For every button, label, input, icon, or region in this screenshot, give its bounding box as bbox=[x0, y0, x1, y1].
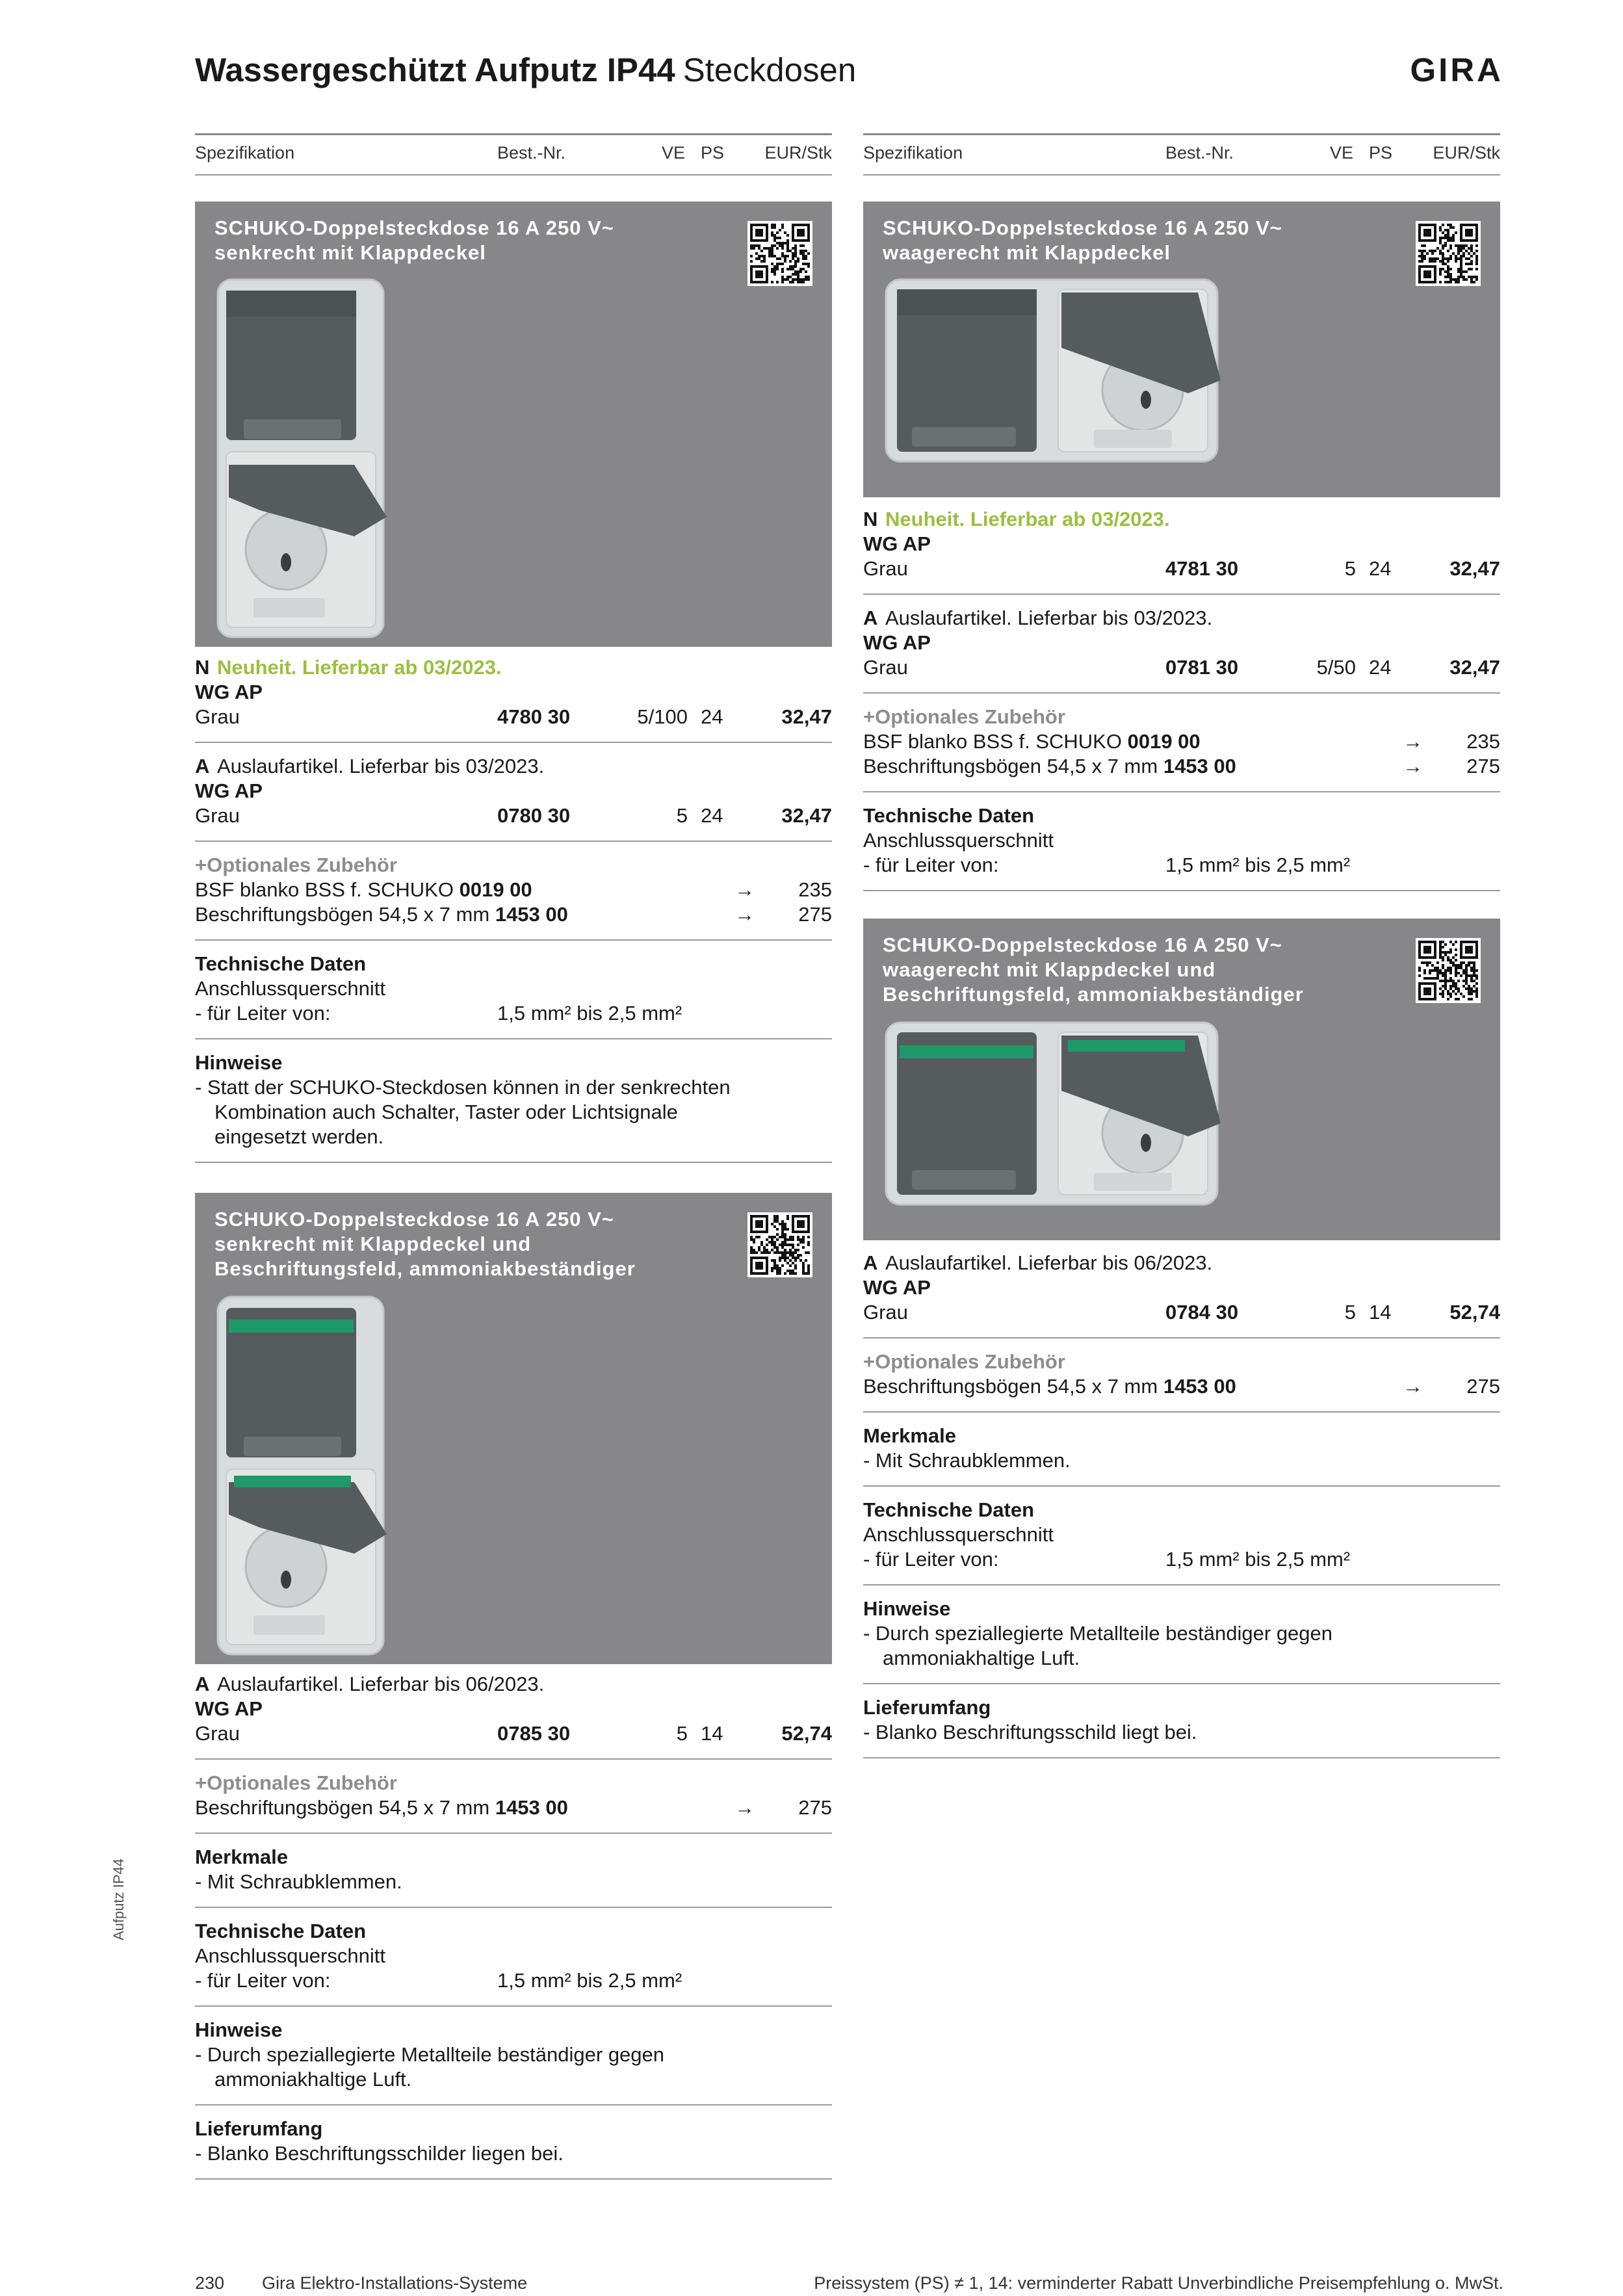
divider bbox=[195, 1162, 832, 1163]
tech-label: Anschlussquerschnitt bbox=[195, 1944, 385, 1967]
footer-price-note: Preissystem (PS) ≠ 1, 14: verminderter Rabatt Unverbindliche Preisempfehlung o. MwSt. bbox=[814, 2273, 1503, 2293]
card-title-line: senkrecht mit Klappdeckel bbox=[214, 241, 486, 264]
note-text: - Durch speziallegierte Metallteile beständiger gegen bbox=[195, 2043, 665, 2066]
arrow-right-icon: → bbox=[1403, 755, 1423, 777]
heading-text: +Optionales Zubehör bbox=[195, 854, 397, 876]
status-text: Auslaufartikel. Lieferbar bis 06/2023. bbox=[885, 1251, 1213, 1274]
card-title-line: senkrecht mit Klappdeckel und bbox=[214, 1233, 532, 1255]
heading-text: Merkmale bbox=[195, 1846, 289, 1868]
ve-value: 5 bbox=[1344, 557, 1356, 580]
ve-value: 5 bbox=[1344, 1301, 1356, 1324]
heading-text: Merkmale bbox=[863, 1424, 957, 1447]
arrow-right-icon: → bbox=[1403, 730, 1423, 753]
color-label: Grau bbox=[195, 705, 240, 728]
divider bbox=[863, 1485, 1500, 1487]
accessory-name: Beschriftungsbögen 54,5 x 7 mm bbox=[195, 903, 490, 926]
accessory-number: 1453 00 bbox=[495, 903, 568, 926]
heading-text: +Optionales Zubehör bbox=[863, 705, 1065, 728]
ve-value: 5/50 bbox=[1316, 656, 1356, 679]
status-marker: N bbox=[195, 656, 210, 679]
side-section-label: Aufputz IP44 bbox=[110, 1859, 127, 1940]
ps-value: 24 bbox=[1369, 656, 1392, 679]
order-number: 4781 30 bbox=[1165, 557, 1239, 580]
tech-value: 1,5 mm² bis 2,5 mm² bbox=[497, 1969, 682, 1992]
price-value: 32,47 bbox=[1449, 557, 1500, 580]
divider bbox=[195, 742, 832, 743]
vertical-socket-image bbox=[214, 276, 390, 640]
accessory-number: 1453 00 bbox=[1163, 1375, 1236, 1398]
price-value: 52,74 bbox=[781, 1722, 832, 1745]
arrow-right-icon: → bbox=[734, 903, 755, 926]
header-ps: PS bbox=[701, 143, 725, 163]
variant-text: WG AP bbox=[195, 681, 263, 703]
tech-label: Anschlussquerschnitt bbox=[863, 829, 1054, 852]
ve-value: 5 bbox=[676, 804, 688, 827]
accessory-name: Beschriftungsbögen 54,5 x 7 mm bbox=[863, 755, 1158, 777]
product-card-vertical bbox=[195, 202, 832, 647]
color-label: Grau bbox=[195, 1722, 240, 1745]
accessory-number: 1453 00 bbox=[1163, 755, 1236, 777]
accessory-price: 275 bbox=[1466, 755, 1500, 777]
tech-label: Anschlussquerschnitt bbox=[195, 977, 385, 1000]
heading-text: Lieferumfang bbox=[863, 1696, 991, 1719]
heading-text: Hinweise bbox=[863, 1597, 951, 1620]
status-marker: A bbox=[863, 1251, 878, 1274]
qr-code-icon[interactable] bbox=[747, 221, 812, 286]
horizontal-socket-labelled-image bbox=[883, 1019, 1221, 1208]
tech-value: 1,5 mm² bis 2,5 mm² bbox=[497, 1002, 682, 1024]
variant-text: WG AP bbox=[863, 1276, 931, 1299]
tech-label: - für Leiter von: bbox=[863, 854, 999, 876]
delivery-text: - Blanko Beschriftungsschilder liegen bei. bbox=[195, 2142, 564, 2165]
order-number: 0781 30 bbox=[1165, 656, 1239, 679]
ps-value: 14 bbox=[1369, 1301, 1392, 1324]
accessory-name: Beschriftungsbögen 54,5 x 7 mm bbox=[863, 1375, 1158, 1398]
card-title-line: Beschriftungsfeld, ammoniakbeständiger bbox=[214, 1257, 636, 1280]
heading-text: Hinweise bbox=[195, 1051, 283, 1074]
status-text: Neuheit. Lieferbar ab 03/2023. bbox=[885, 508, 1170, 530]
divider bbox=[863, 692, 1500, 694]
accessory-label bbox=[863, 754, 1236, 779]
price-value: 32,47 bbox=[1449, 656, 1500, 679]
color-label: Grau bbox=[863, 1301, 908, 1324]
card-title-line: waagerecht mit Klappdeckel bbox=[883, 241, 1171, 264]
arrow-right-icon: → bbox=[734, 1796, 755, 1819]
arrow-right-icon: → bbox=[1403, 1375, 1423, 1398]
accessory-price: 275 bbox=[798, 1796, 832, 1819]
accessory-label bbox=[863, 1374, 1236, 1399]
price-value: 32,47 bbox=[781, 705, 832, 728]
card-title-line: SCHUKO-Doppelsteckdose 16 A 250 V~ bbox=[214, 1208, 614, 1231]
card-title-line: Beschriftungsfeld, ammoniakbeständiger bbox=[883, 983, 1304, 1006]
note-text: ammoniakhaltige Luft. bbox=[883, 1647, 1080, 1669]
color-label: Grau bbox=[863, 656, 908, 679]
tech-label: - für Leiter von: bbox=[195, 1969, 331, 1992]
qr-code-icon[interactable] bbox=[1416, 938, 1481, 1003]
card-title-line: waagerecht mit Klappdeckel und bbox=[883, 958, 1216, 981]
header-price: EUR/Stk bbox=[1433, 143, 1500, 163]
arrow-right-icon: → bbox=[734, 878, 755, 901]
order-number: 0780 30 bbox=[497, 804, 571, 827]
order-number: 0785 30 bbox=[497, 1722, 571, 1745]
note-text: - Statt der SCHUKO-Steckdosen können in der senkrechten bbox=[195, 1076, 731, 1099]
page-title bbox=[195, 51, 856, 89]
page-title-sub: Steckdosen bbox=[682, 51, 857, 88]
feature-text: - Mit Schraubklemmen. bbox=[195, 1870, 402, 1893]
header-price: EUR/Stk bbox=[764, 143, 832, 163]
product-card-title bbox=[883, 933, 1304, 1007]
ve-value: 5/100 bbox=[637, 705, 688, 728]
price-value: 52,74 bbox=[1449, 1301, 1500, 1324]
order-number: 0784 30 bbox=[1165, 1301, 1239, 1324]
header-ve: VE bbox=[662, 143, 686, 163]
divider bbox=[863, 1683, 1500, 1684]
product-card-horizontal bbox=[863, 202, 1500, 497]
header-best-nr: Best.-Nr. bbox=[497, 143, 566, 163]
color-label: Grau bbox=[863, 557, 908, 580]
heading-text: +Optionales Zubehör bbox=[195, 1771, 397, 1794]
ve-value: 5 bbox=[676, 1722, 688, 1745]
color-label: Grau bbox=[195, 804, 240, 827]
divider bbox=[195, 1907, 832, 1908]
divider bbox=[863, 1337, 1500, 1338]
product-card-title bbox=[214, 1207, 636, 1281]
status-marker: A bbox=[863, 607, 878, 629]
accessory-label bbox=[195, 878, 532, 902]
divider bbox=[195, 1833, 832, 1834]
header-ps: PS bbox=[1369, 143, 1393, 163]
heading-text: +Optionales Zubehör bbox=[863, 1350, 1065, 1373]
feature-text: - Mit Schraubklemmen. bbox=[863, 1449, 1071, 1472]
accessory-number: 0019 00 bbox=[459, 878, 532, 901]
ps-value: 24 bbox=[701, 705, 723, 728]
divider bbox=[195, 2005, 832, 2007]
product-card-vertical-labelled bbox=[195, 1193, 832, 1664]
status-text: Auslaufartikel. Lieferbar bis 03/2023. bbox=[217, 755, 545, 777]
card-title-line: SCHUKO-Doppelsteckdose 16 A 250 V~ bbox=[883, 933, 1282, 956]
ps-value: 14 bbox=[701, 1722, 723, 1745]
ps-value: 24 bbox=[701, 804, 723, 827]
product-card-title bbox=[883, 216, 1282, 265]
accessory-label bbox=[863, 729, 1201, 754]
price-value: 32,47 bbox=[781, 804, 832, 827]
tech-value: 1,5 mm² bis 2,5 mm² bbox=[1165, 854, 1351, 876]
brand-logo: GIRA bbox=[1410, 51, 1503, 88]
divider bbox=[195, 2178, 832, 2180]
qr-code-icon[interactable] bbox=[747, 1212, 812, 1277]
ps-value: 24 bbox=[1369, 557, 1392, 580]
card-title-line: SCHUKO-Doppelsteckdose 16 A 250 V~ bbox=[214, 216, 614, 239]
variant-text: WG AP bbox=[863, 532, 931, 555]
accessory-number: 0019 00 bbox=[1127, 730, 1201, 753]
tech-value: 1,5 mm² bis 2,5 mm² bbox=[1165, 1548, 1351, 1571]
tech-label: Anschlussquerschnitt bbox=[863, 1523, 1054, 1546]
variant-text: WG AP bbox=[863, 631, 931, 654]
status-marker: N bbox=[863, 508, 878, 530]
header-best-nr: Best.-Nr. bbox=[1165, 143, 1234, 163]
divider bbox=[863, 1411, 1500, 1413]
accessory-name: BSF blanko BSS f. SCHUKO bbox=[195, 878, 454, 901]
page-title-main: Wassergeschützt Aufputz IP44 bbox=[195, 51, 675, 88]
accessory-price: 235 bbox=[1466, 730, 1500, 753]
status-text: Neuheit. Lieferbar ab 03/2023. bbox=[217, 656, 502, 679]
note-text: Kombination auch Schalter, Taster oder Lichtsignale bbox=[214, 1101, 678, 1123]
delivery-text: - Blanko Beschriftungsschild liegt bei. bbox=[863, 1721, 1197, 1743]
heading-text: Technische Daten bbox=[195, 952, 367, 975]
accessory-name: BSF blanko BSS f. SCHUKO bbox=[863, 730, 1122, 753]
table-header-left bbox=[195, 133, 832, 176]
note-text: eingesetzt werden. bbox=[214, 1125, 384, 1148]
heading-text: Technische Daten bbox=[195, 1920, 367, 1942]
divider bbox=[863, 1757, 1500, 1758]
accessory-price: 275 bbox=[798, 903, 832, 926]
header-spec: Spezifikation bbox=[863, 143, 963, 163]
qr-code-icon[interactable] bbox=[1416, 221, 1481, 286]
divider bbox=[863, 791, 1500, 792]
divider bbox=[195, 2104, 832, 2106]
accessory-name: Beschriftungsbögen 54,5 x 7 mm bbox=[195, 1796, 490, 1819]
status-marker: A bbox=[195, 755, 210, 777]
divider bbox=[195, 939, 832, 941]
heading-text: Technische Daten bbox=[863, 1498, 1035, 1521]
divider bbox=[863, 1584, 1500, 1585]
vertical-socket-labelled-image bbox=[214, 1294, 390, 1658]
status-text: Auslaufartikel. Lieferbar bis 06/2023. bbox=[217, 1673, 545, 1695]
status-marker: A bbox=[195, 1673, 210, 1695]
tech-label: - für Leiter von: bbox=[195, 1002, 331, 1024]
footer-company: Gira Elektro-Installations-Systeme bbox=[262, 2273, 528, 2293]
divider bbox=[195, 841, 832, 842]
variant-text: WG AP bbox=[195, 1697, 263, 1720]
accessory-label bbox=[195, 1795, 568, 1820]
header-ve: VE bbox=[1330, 143, 1354, 163]
heading-text: Hinweise bbox=[195, 2018, 283, 2041]
accessory-price: 235 bbox=[798, 878, 832, 901]
product-card-horizontal-labelled bbox=[863, 919, 1500, 1240]
note-text: ammoniakhaltige Luft. bbox=[214, 2068, 412, 2091]
divider bbox=[863, 890, 1500, 891]
divider bbox=[195, 1038, 832, 1039]
variant-text: WG AP bbox=[195, 779, 263, 802]
order-number: 4780 30 bbox=[497, 705, 571, 728]
status-text: Auslaufartikel. Lieferbar bis 03/2023. bbox=[885, 607, 1213, 629]
divider bbox=[195, 1758, 832, 1760]
accessory-number: 1453 00 bbox=[495, 1796, 568, 1819]
note-text: - Durch speziallegierte Metallteile beständiger gegen bbox=[863, 1622, 1333, 1645]
heading-text: Technische Daten bbox=[863, 804, 1035, 827]
page-number: 230 bbox=[195, 2273, 225, 2293]
table-header-right bbox=[863, 133, 1500, 176]
divider bbox=[863, 594, 1500, 595]
tech-label: - für Leiter von: bbox=[863, 1548, 999, 1571]
card-title-line: SCHUKO-Doppelsteckdose 16 A 250 V~ bbox=[883, 216, 1282, 239]
accessory-label bbox=[195, 902, 568, 927]
accessory-price: 275 bbox=[1466, 1375, 1500, 1398]
product-card-title bbox=[214, 216, 614, 265]
heading-text: Lieferumfang bbox=[195, 2117, 323, 2140]
header-spec: Spezifikation bbox=[195, 143, 295, 163]
horizontal-socket-image bbox=[883, 276, 1221, 465]
